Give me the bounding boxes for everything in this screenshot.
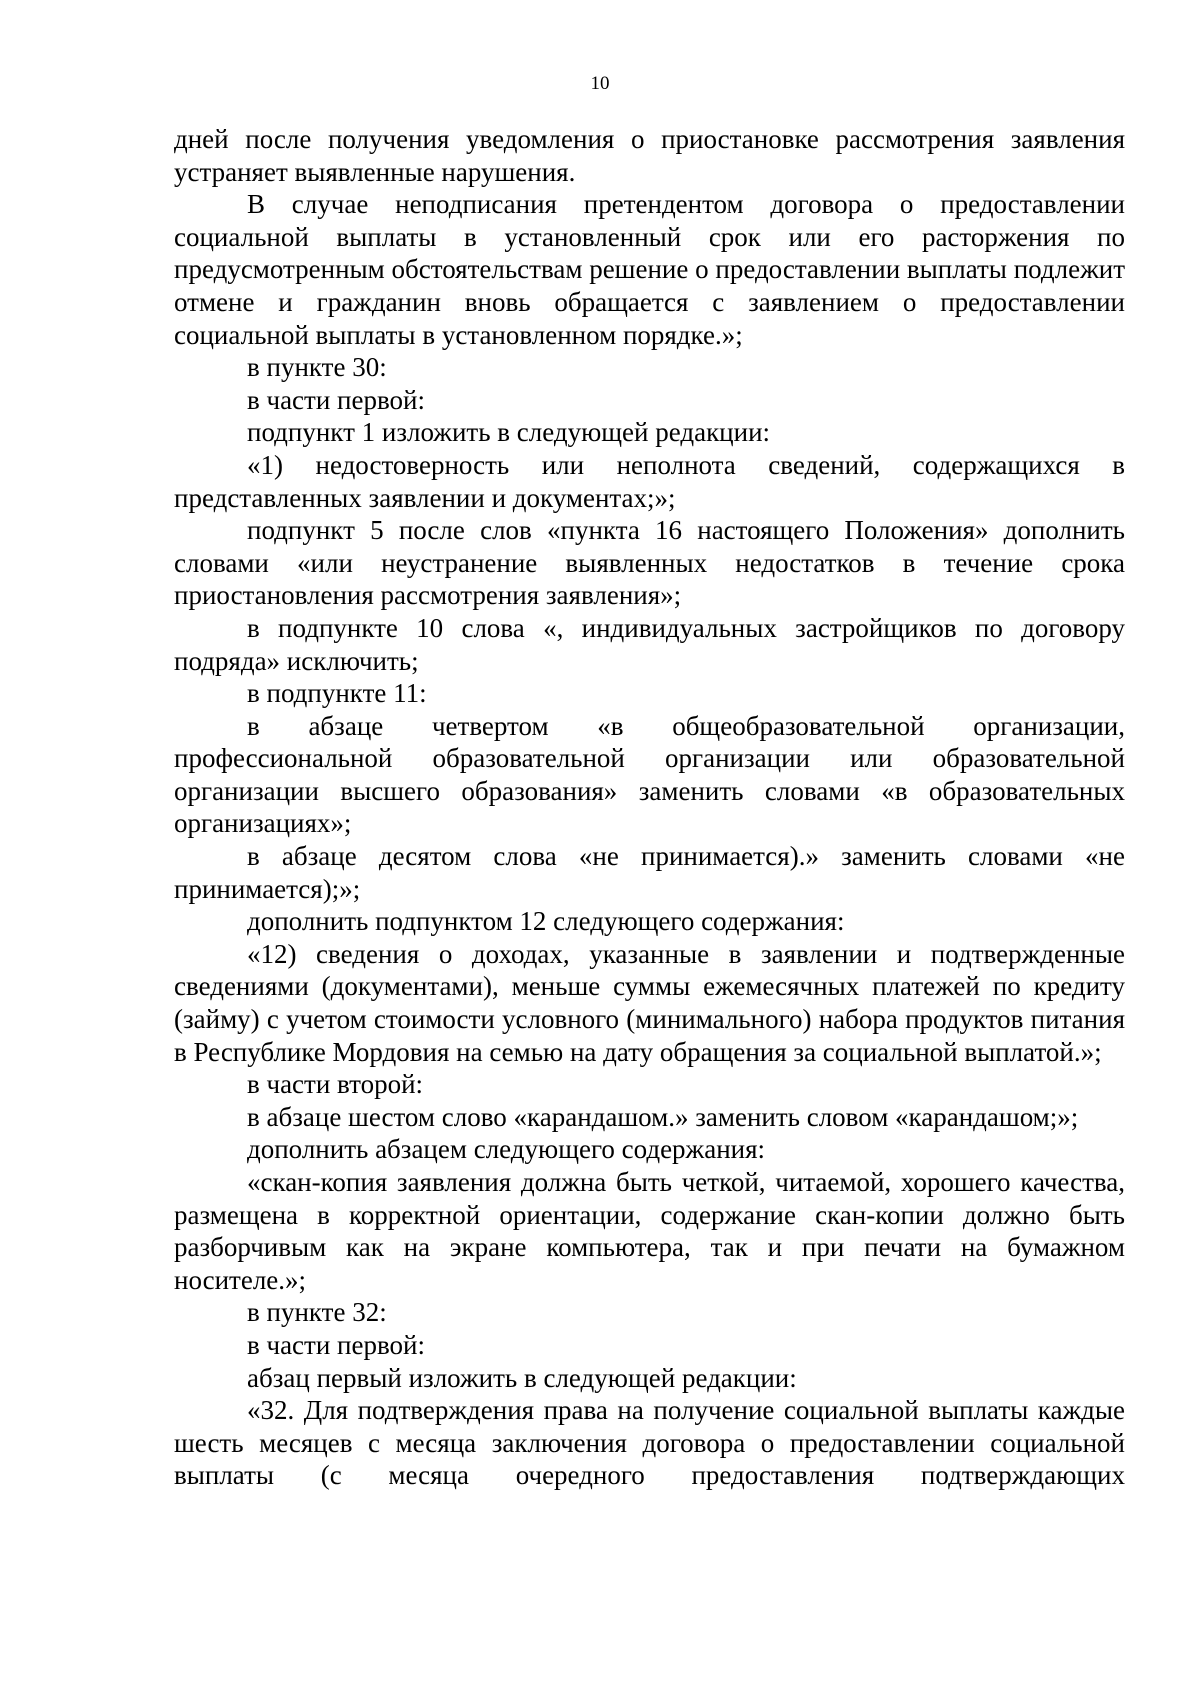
paragraph-part-two: в части второй: [247, 1069, 424, 1100]
paragraph-subitem-12-text: «12) сведения о доходах, указанные в заявлении и подтвержденные сведениями (документами), меньше суммы ежемесячных платежей по кредиту (займу) с учетом стоимости условного (минимального) набора продуктов питания в Республике Мордовия на семью на дату обращения за социальной выплатой.»; [174, 938, 1125, 1067]
paragraph-subitem-1-text: «1) недостоверность или неполнота сведений, содержащихся в представленных заявлении и документах;»; [174, 449, 1125, 513]
paragraph-abzac-sixth: в абзаце шестом слово «карандашом.» заменить словом «карандашом;»; [247, 1101, 1079, 1132]
paragraph-subitem-1-intro: подпункт 1 изложить в следующей редакции: [247, 417, 771, 448]
paragraph-subitem-5: подпункт 5 после слов «пункта 16 настоящего Положения» дополнить словами «или неустранение выявленных недостатков в течение срока приостановления рассмотрения заявления»; [174, 515, 1125, 611]
paragraph-continuation: дней после получения уведомления о приостановке рассмотрения заявления устраняет выявленные нарушения. [174, 124, 1125, 187]
paragraph-subitem-10: в подпункте 10 слова «, индивидуальных застройщиков по договору подряда» исключить; [174, 612, 1125, 676]
paragraph-add-subitem-12: дополнить подпунктом 12 следующего содержания: [247, 906, 845, 937]
paragraph-item-32-text: «32. Для подтверждения права на получение социальной выплаты каждые шесть месяцев с месяца заключения договора о предоставлении социальной выплаты (с месяца очередного предоставления подтверждающих [174, 1395, 1125, 1491]
paragraph-abzac-fourth: в абзаце четвертом «в общеобразовательной организации, профессиональной образовательной организации или образовательной организации высшего образования» заменить словами «в образовательных организациях»; [174, 710, 1125, 839]
paragraph-abzac-first-intro: абзац первый изложить в следующей редакции: [247, 1362, 797, 1393]
paragraph-part-one: в части первой: [247, 384, 425, 415]
page-number: 10 [590, 73, 610, 94]
paragraph-part-one-2: в части первой: [247, 1329, 425, 1360]
paragraph-item-32: в пункте 32: [247, 1297, 387, 1328]
paragraph-add-abzac: дополнить абзацем следующего содержания: [247, 1134, 766, 1165]
paragraph-non-signing: В случае неподписания претендентом договора о предоставлении социальной выплаты в установленный срок или его расторжения по предусмотренным обстоятельствам решение о предоставлении выплаты подлежит отмене и гражданин вновь обращается с заявлением о предоставлении социальной выплаты в установленном порядке.»; [174, 189, 1125, 350]
paragraph-scan-copy: «скан-копия заявления должна быть четкой, читаемой, хорошего качества, размещена в корректной ориентации, содержание скан-копии должно быть разборчивым как на экране компьютера, так и при печати на бумажном носителе.»; [174, 1167, 1125, 1295]
paragraph-subitem-11: в подпункте 11: [247, 678, 427, 709]
paragraph-item-30: в пункте 30: [247, 352, 387, 383]
paragraph-abzac-tenth: в абзаце десятом слова «не принимается).» заменить словами «не принимается);»; [174, 841, 1125, 904]
document-body [174, 123, 1125, 1492]
